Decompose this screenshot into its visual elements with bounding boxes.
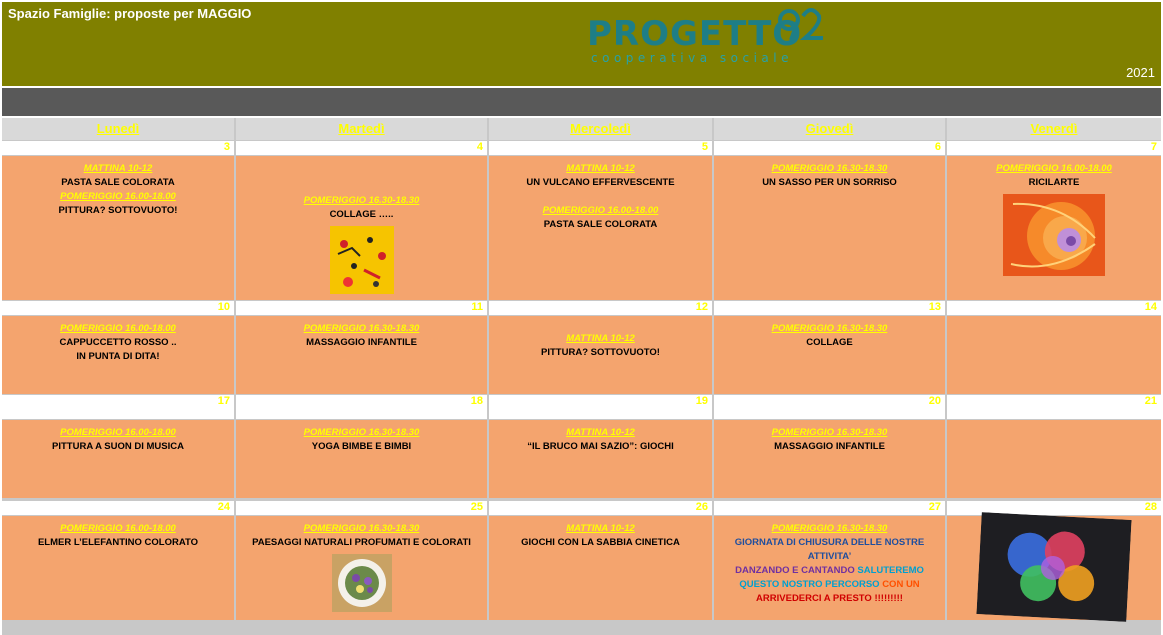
time-slot: MATTINA 10-12: [83, 163, 153, 174]
day-cell[interactable]: [489, 156, 712, 300]
day-cell[interactable]: [489, 420, 712, 498]
date-strip: [489, 141, 712, 155]
date-strip: [2, 301, 234, 315]
time-slot: MATTINA 10-12: [566, 523, 635, 534]
activity-title: PAESAGGI NATURALI PROFUMATI E COLORATI: [252, 537, 471, 548]
activity-text: SALUTEREMO: [857, 565, 924, 576]
activity-block: [2, 316, 234, 364]
day-header: Martedì: [236, 118, 487, 140]
time-slot: POMERIGGIO 16.30-18.30: [771, 163, 888, 174]
date-strip: [714, 501, 945, 515]
activity-block: [947, 420, 1161, 426]
page-title: Spazio Famiglie: proposte per MAGGIO: [8, 6, 252, 21]
activity-title: RICILARTE: [1028, 177, 1080, 188]
activity-block: [236, 420, 487, 454]
activity-block: [489, 516, 712, 550]
date-number: 28: [1144, 501, 1157, 513]
day-cell[interactable]: [714, 156, 945, 300]
day-cell[interactable]: [489, 316, 712, 394]
date-number: 25: [470, 501, 483, 513]
color-powder-image: [976, 512, 1131, 622]
activity-title: MASSAGGIO INFANTILE: [774, 441, 885, 452]
logo-subtitle: cooperativa sociale: [591, 51, 793, 65]
activity-block: [714, 516, 945, 606]
activity-block: [714, 156, 945, 190]
activity-text: DANZANDO E CANTANDO: [735, 565, 858, 576]
date-number: 13: [928, 301, 941, 313]
day-cell[interactable]: [2, 420, 234, 498]
date-number: 5: [701, 141, 708, 153]
date-strip: [714, 141, 945, 155]
date-number: 12: [695, 301, 708, 313]
activity-title: GIORNATA DI CHIUSURA DELLE NOSTRE: [734, 537, 925, 548]
activity-block: [236, 316, 487, 350]
time-slot: POMERIGGIO 16.30-18.30: [771, 427, 888, 438]
date-strip: [236, 141, 487, 155]
activity-block: [489, 420, 712, 454]
day-cell[interactable]: [2, 516, 234, 620]
time-slot: POMERIGGIO 16.00-18.00: [996, 163, 1112, 174]
day-cell[interactable]: [236, 516, 487, 620]
time-slot: POMERIGGIO 16.30-18.30: [303, 195, 420, 206]
date-number: 3: [223, 141, 230, 153]
date-number: 24: [217, 501, 230, 513]
date-number: 10: [217, 301, 230, 313]
activity-title: [714, 578, 945, 592]
date-strip: [947, 141, 1161, 155]
day-header: Venerdì: [947, 118, 1161, 140]
activity-title: YOGA BIMBE E BIMBI: [311, 441, 412, 452]
time-slot: POMERIGGIO 16.30-18.30: [303, 323, 420, 334]
activity-text: QUESTO NOSTRO PERCORSO: [739, 579, 883, 590]
date-strip: [236, 501, 487, 515]
activity-block: [489, 156, 712, 232]
time-slot: POMERIGGIO 16.00-18.00: [60, 323, 176, 334]
date-strip: [947, 395, 1161, 419]
date-number: 7: [1150, 141, 1157, 153]
time-slot: MATTINA 10-12: [566, 163, 635, 174]
day-cell[interactable]: [236, 156, 487, 300]
day-cell[interactable]: [947, 156, 1161, 300]
activity-block: [2, 156, 234, 218]
time-slot: POMERIGGIO 16.00-18.00: [60, 191, 176, 202]
time-slot: POMERIGGIO 16.30-18.30: [303, 523, 420, 534]
activity-title: ATTIVITA’: [807, 551, 852, 562]
day-cell[interactable]: [2, 156, 234, 300]
activity-title: “IL BRUCO MAI SAZIO”: GIOCHI: [527, 441, 674, 452]
activity-title: ELMER L’ELEFANTINO COLORATO: [37, 537, 199, 548]
activity-title: MASSAGGIO INFANTILE: [306, 337, 417, 348]
time-slot: POMERIGGIO 16.00-18.00: [542, 205, 659, 216]
activity-block: [489, 316, 712, 360]
date-strip: [236, 395, 487, 419]
time-slot: POMERIGGIO 16.00-18.00: [60, 523, 176, 534]
time-slot: POMERIGGIO 16.30-18.30: [771, 523, 888, 534]
day-cell[interactable]: [714, 420, 945, 498]
date-number: 19: [695, 395, 708, 407]
activity-title: ARRIVEDERCI A PRESTO !!!!!!!!!: [756, 593, 903, 604]
activity-title: PITTURA? SOTTOVUOTO!: [58, 205, 178, 216]
calendar-grid: [2, 118, 1161, 635]
activity-block: [947, 516, 1161, 618]
day-header: Giovedì: [714, 118, 945, 140]
activity-block: [947, 316, 1161, 322]
activity-title: PITTURA? SOTTOVUOTO!: [541, 347, 660, 358]
day-cell[interactable]: [714, 516, 945, 620]
date-number: 4: [476, 141, 483, 153]
activity-title: IN PUNTA DI DITA!: [76, 351, 160, 362]
flower-bowl-image: [332, 554, 392, 612]
date-strip: [714, 395, 945, 419]
activity-text: CON UN: [882, 579, 920, 590]
date-strip: [2, 501, 234, 515]
day-cell[interactable]: [236, 316, 487, 394]
activity-block: [236, 156, 487, 294]
date-number: 17: [217, 395, 230, 407]
activity-title: PASTA SALE COLORATA: [61, 177, 175, 188]
date-number: 26: [695, 501, 708, 513]
year-label: 2021: [1126, 65, 1155, 80]
collage-image: [330, 226, 394, 294]
time-slot: MATTINA 10-12: [566, 333, 635, 344]
date-strip: [714, 301, 945, 315]
activity-title: COLLAGE: [806, 337, 853, 348]
day-cell[interactable]: [947, 420, 1161, 498]
time-slot: POMERIGGIO 16.00-18.00: [60, 427, 176, 438]
nautilus-shell-image: [1003, 194, 1105, 276]
date-strip: [947, 501, 1161, 515]
logo-text: PROGETTO: [587, 14, 803, 54]
day-cell[interactable]: [236, 420, 487, 498]
activity-title: CAPPUCCETTO ROSSO ..: [59, 337, 177, 348]
day-cell[interactable]: [947, 316, 1161, 394]
day-cell[interactable]: [489, 516, 712, 620]
activity-title: PITTURA A SUON DI MUSICA: [52, 441, 184, 452]
activity-title: PASTA SALE COLORATA: [543, 219, 658, 230]
activity-block: [947, 156, 1161, 276]
date-number: 20: [928, 395, 941, 407]
activity-block: [2, 516, 234, 550]
header-band: [2, 88, 1161, 116]
date-strip: [2, 395, 234, 419]
time-slot: MATTINA 10-12: [566, 427, 635, 438]
activity-title: GIOCHI CON LA SABBIA CINETICA: [521, 537, 680, 548]
date-strip: [489, 501, 712, 515]
date-number: 21: [1144, 395, 1157, 407]
logo-92-icon: [777, 6, 827, 46]
activity-block: [714, 420, 945, 454]
time-slot: POMERIGGIO 16.30-18.30: [771, 323, 888, 334]
date-strip: [947, 301, 1161, 315]
activity-title: UN VULCANO EFFERVESCENTE: [526, 177, 675, 188]
activity-block: [236, 516, 487, 612]
date-number: 18: [470, 395, 483, 407]
activity-title: [714, 564, 945, 578]
date-strip: [236, 301, 487, 315]
day-header: Mercoledì: [489, 118, 712, 140]
date-number: 27: [928, 501, 941, 513]
date-strip: [2, 141, 234, 155]
time-slot: POMERIGGIO 16.30-18.30: [303, 427, 420, 438]
activity-title: COLLAGE …..: [329, 209, 394, 220]
date-number: 14: [1144, 301, 1157, 313]
day-header: Lunedì: [2, 118, 234, 140]
date-strip: [489, 395, 712, 419]
activity-block: [714, 316, 945, 350]
header-bar: [2, 2, 1161, 86]
activity-title: UN SASSO PER UN SORRISO: [762, 177, 897, 188]
day-cell[interactable]: [2, 316, 234, 394]
day-cell[interactable]: [947, 516, 1161, 620]
date-strip: [489, 301, 712, 315]
progetto-logo: [587, 8, 837, 68]
date-number: 6: [934, 141, 941, 153]
activity-block: [2, 420, 234, 454]
date-number: 11: [471, 301, 483, 313]
day-cell[interactable]: [714, 316, 945, 394]
